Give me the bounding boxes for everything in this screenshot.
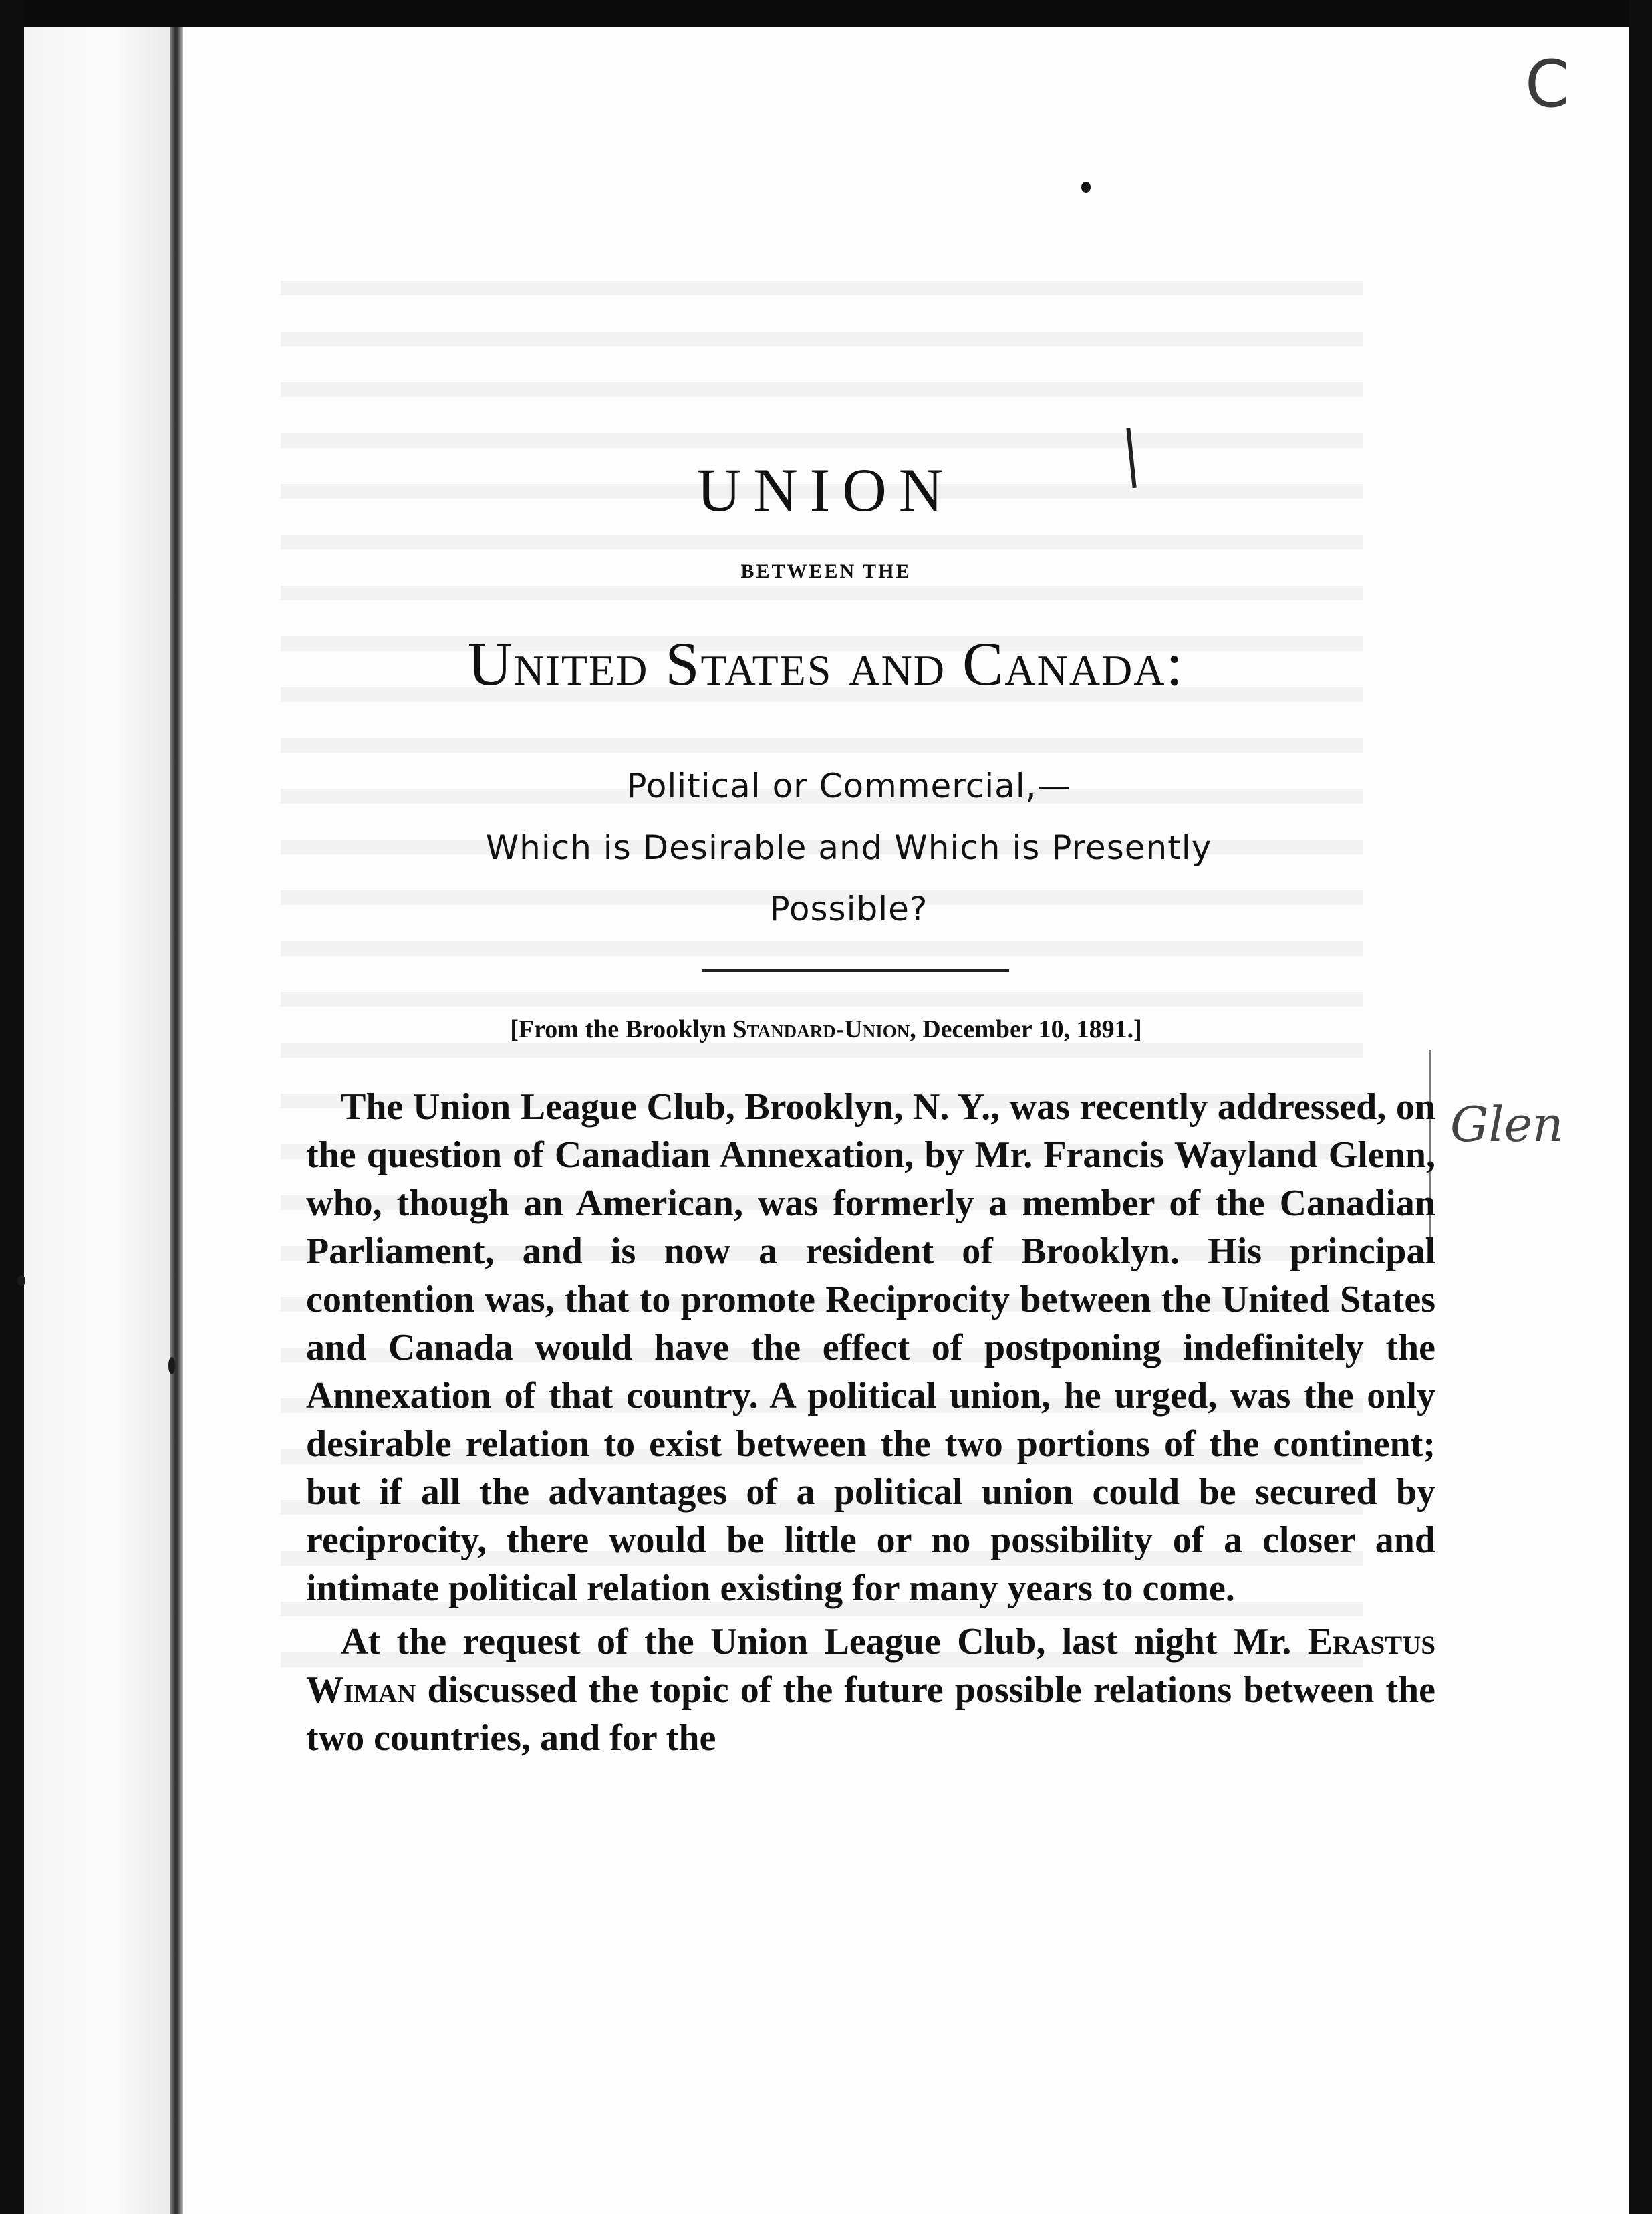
- citation-suffix: , December 10, 1891.]: [910, 1015, 1142, 1043]
- subtitle: [307, 755, 1390, 940]
- facing-page-edge: [24, 27, 172, 2214]
- citation-prefix: [From the Brooklyn: [510, 1015, 726, 1043]
- corner-annotation: C: [1525, 47, 1570, 122]
- facing-page-mark: [168, 1357, 175, 1374]
- folio-ink-dot: [1081, 182, 1091, 193]
- book-gutter: [170, 27, 183, 2214]
- newspaper-name: Standard-Union: [732, 1015, 910, 1043]
- margin-handwritten-note: Glen: [1450, 1096, 1564, 1152]
- scan-top-border: [0, 0, 1652, 27]
- paragraph-text: At the request of the Union League Club, last night Mr.: [341, 1621, 1292, 1663]
- source-citation: [0, 1015, 1652, 1044]
- paragraph: The Union League Club, Brooklyn, N. Y., was recently addressed, on the question of Canadian Annexation, by Mr. Francis Wayland Glenn, who, though an American, was formerly a member of the Canadian Parliament, and is now a resident of Brooklyn. His principal contention was, that to promote Reciprocity between the United States and Canada would have the effect of postponing indefinitely the Annexation of that country. A political union, he urged, was the only desirable relation to exist between the two portions of the continent; but if all the advantages of a political union could be secured by reciprocity, there would be little or no possibility of a closer and intimate political relation existing for many years to come.: [306, 1086, 1435, 1609]
- paragraph: [306, 1618, 1435, 1762]
- horizontal-rule: [702, 969, 1009, 972]
- subtitle-line: Political or Commercial,—: [626, 767, 1071, 806]
- main-heading: United States and Canada:: [467, 630, 1185, 698]
- scan-left-border: [0, 0, 24, 2214]
- facing-page-mark: [17, 1275, 25, 1286]
- paragraph-text: discussed the topic of the future possible relations between the two countries, and for the: [306, 1669, 1435, 1759]
- page-title: UNION: [696, 456, 956, 524]
- scan-right-border: [1629, 0, 1652, 2214]
- subtitle-line: Which is Desirable and Which is Presently: [485, 828, 1212, 867]
- person-name: Erastus Wiman: [306, 1621, 1436, 1711]
- subtitle-line: Possible?: [769, 890, 928, 929]
- article-body: [306, 1083, 1435, 1767]
- title-connector: BETWEEN THE: [740, 560, 912, 582]
